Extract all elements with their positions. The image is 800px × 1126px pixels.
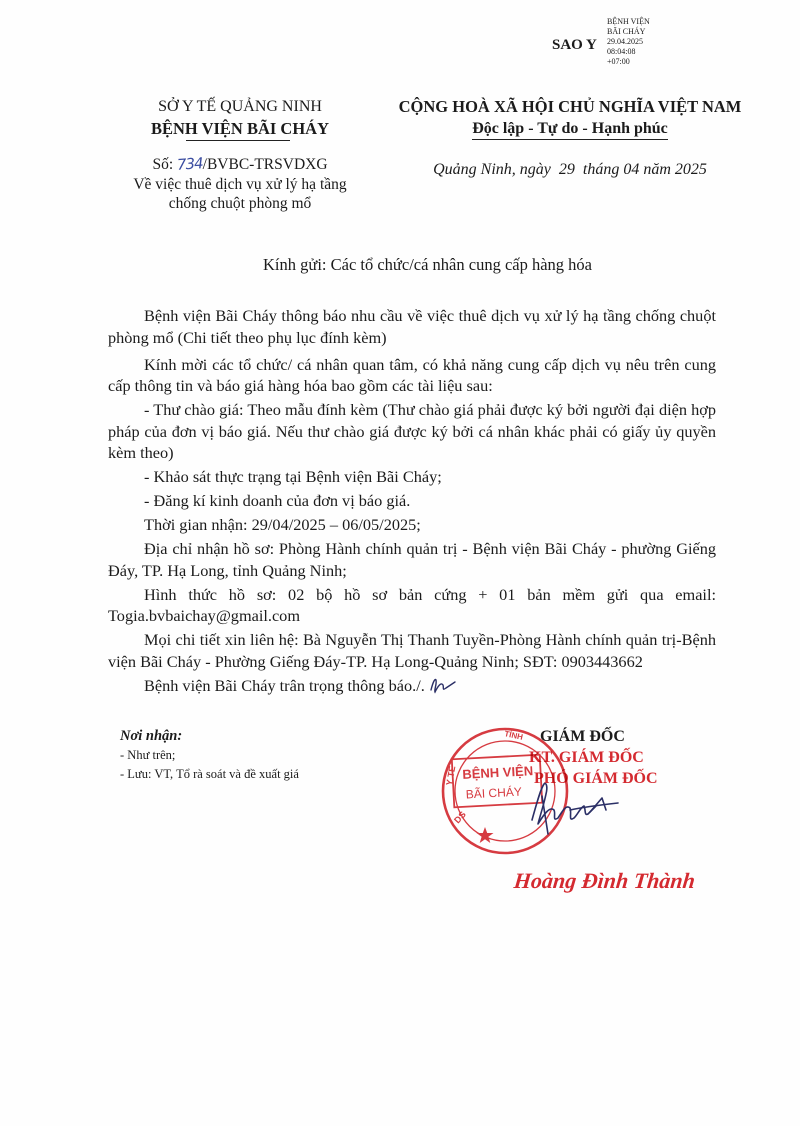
seal-center-line: BỆNH VIỆN — [462, 763, 534, 782]
signatory-on-behalf: KT. GIÁM ĐỐC — [529, 749, 644, 766]
copy-stamp-line: BÃI CHÁY — [607, 27, 646, 36]
closing-paragraph — [108, 675, 716, 697]
recipient-item: - Lưu: VT, Tổ rà soát và đề xuất giá — [120, 767, 299, 781]
seal-ring-text: DS — [452, 809, 468, 826]
handwritten-signature — [526, 776, 622, 836]
signatory-title: GIÁM ĐỐC — [540, 728, 625, 745]
subject-line: Về việc thuê dịch vụ xử lý hạ tầng — [133, 175, 347, 193]
reference-number — [110, 155, 370, 175]
organization-name: BỆNH VIỆN BÃI CHÁY — [150, 119, 330, 138]
handwritten-number: 734 — [176, 154, 204, 174]
department-name: SỞ Y TẾ QUẢNG NINH — [158, 98, 322, 115]
seal-ring-text: Y TẾ — [444, 765, 458, 787]
issuer-header — [110, 96, 370, 140]
copy-stamp-line: BỆNH VIỆN — [607, 17, 650, 26]
reference-code: /BVBC-TRSVDXG — [202, 156, 328, 173]
initial-mark-stroke — [431, 679, 455, 692]
body-list-item: - Đăng kí kinh doanh của đơn vị báo giá. — [144, 491, 411, 510]
body-paragraph: Hình thức hồ sơ: 02 bộ hồ sơ bản cứng + 01 bản mềm gửi qua email: Togia.bvbaichay@gmail.com — [108, 584, 716, 625]
motto-row — [380, 118, 760, 140]
recipient-item: - Như trên; — [120, 748, 176, 762]
organization-underline — [186, 140, 290, 141]
salutation: Kính gửi: Các tổ chức/cá nhân cung cấp hàng hóa — [263, 255, 592, 274]
copy-stamp-line: 29.04.2025 — [607, 37, 643, 46]
national-motto: Độc lập - Tự do - Hạnh phúc — [472, 119, 668, 140]
copy-stamp-details — [607, 17, 650, 67]
signature-stroke — [532, 783, 596, 824]
recipients-block — [120, 726, 299, 784]
closing-text: Bệnh viện Bãi Cháy trân trọng thông báo./. — [144, 675, 425, 695]
body-paragraph: Địa chỉ nhận hồ sơ: Phòng Hành chính quản trị - Bệnh viện Bãi Cháy - phường Giếng Đáy, TP. Hạ Long, tỉnh Quảng Ninh; — [108, 539, 716, 580]
body-paragraph: Thời gian nhận: 29/04/2025 – 06/05/2025; — [144, 515, 421, 534]
reference-prefix: Số: — [152, 156, 178, 173]
subject-line: chống chuột phòng mổ — [168, 195, 312, 212]
copy-stamp-line: +07:00 — [607, 57, 630, 66]
letter-body — [108, 305, 716, 699]
body-paragraph: Bệnh viện Bãi Cháy thông báo nhu cầu về việc thuê dịch vụ xử lý hạ tầng chống chuột phòng mổ (Chi tiết theo phụ lục đính kèm) — [108, 306, 716, 347]
recipients-heading: Nơi nhận: — [120, 728, 183, 744]
body-list-item: - Khảo sát thực trạng tại Bệnh viện Bãi Cháy; — [144, 467, 442, 486]
copy-stamp-line: 08:04:08 — [607, 47, 636, 56]
national-header — [380, 96, 760, 140]
body-list-item: - Thư chào giá: Theo mẫu đính kèm (Thư chào giá phải được ký bởi người đại diện hợp pháp của đơn vị báo giá. Nếu thư chào giá được ký bởi cá nhân khác phải có giấy ủy quyền kèm theo) — [108, 400, 716, 462]
seal-center-line: BÃI CHÁY — [465, 784, 523, 802]
body-paragraph: Kính mời các tổ chức/ cá nhân quan tâm, có khả năng cung cấp dịch vụ nêu trên cung cấp thông tin và báo giá hàng hóa bao gồm các tài liệu sau: — [108, 354, 716, 395]
seal-star-icon — [477, 827, 494, 843]
body-paragraph: Mọi chi tiết xin liên hệ: Bà Nguyễn Thị Thanh Tuyền-Phòng Hành chính quản trị-Bệnh viện Bãi Cháy - Phường Giếng Đáy-TP. Hạ Long-Quảng Ninh; SĐT: 0903443662 — [108, 630, 716, 671]
copy-stamp-label: SAO Y — [552, 37, 597, 53]
document-reference — [110, 155, 370, 214]
signer-name: Hoàng Đình Thành — [512, 868, 697, 893]
issue-date: Quảng Ninh, ngày 29 tháng 04 năm 2025 — [433, 161, 707, 178]
nation-title: CỘNG HOÀ XÃ HỘI CHỦ NGHĨA VIỆT NAM — [398, 97, 742, 116]
initial-mark-icon — [428, 676, 458, 694]
signatory-position: PHÓ GIÁM ĐỐC — [534, 770, 658, 787]
seal-ring-text: TỈNH — [503, 729, 524, 742]
